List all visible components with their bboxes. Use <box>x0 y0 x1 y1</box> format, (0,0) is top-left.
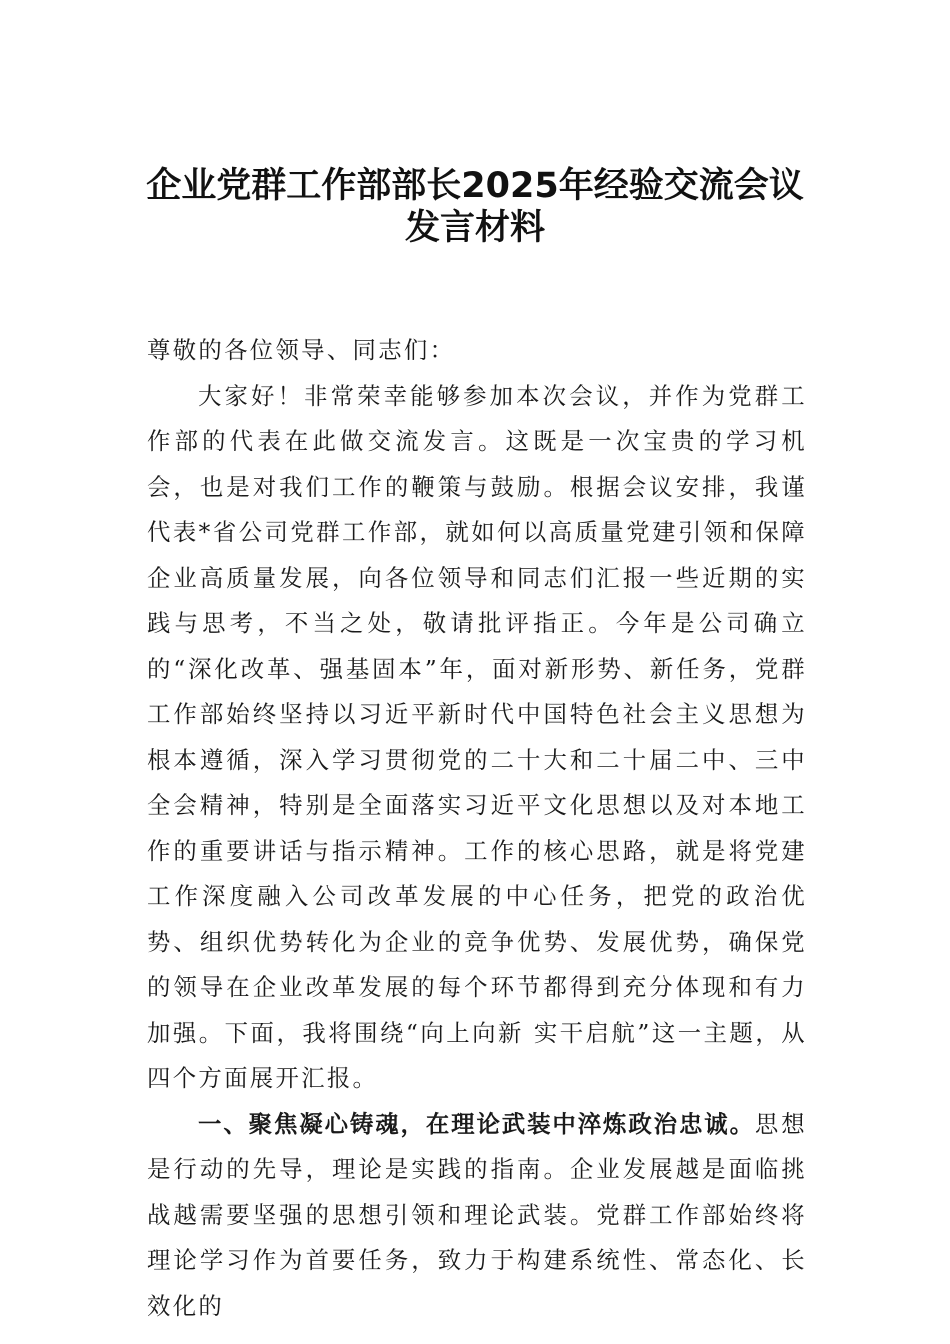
salutation: 尊敬的各位领导、同志们： <box>147 336 456 364</box>
section-1-heading: 一、聚焦凝心铸魂，在理论武装中淬炼政治忠诚。 <box>198 1109 755 1138</box>
document-title-line-1: 企业党群工作部部长2025年经验交流会议 <box>146 166 804 206</box>
section-1-text: 思想是行动的先导，理论是实践的指南。企业发展越是面临挑战越需要坚强的思想引领和理论武装。党群工作部始终将理论学习作为首要任务，致力于构建系统性、常态化、长效化的 <box>147 1109 807 1320</box>
document-title-line-2: 发言材料 <box>404 208 545 248</box>
document-body <box>147 328 807 1329</box>
intro-paragraph: 大家好！非常荣幸能够参加本次会议，并作为党群工作部的代表在此做交流发言。这既是一次宝贵的学习机会，也是对我们工作的鞭策与鼓励。根据会议安排，我谨代表*省公司党群工作部，就如何以高质量党建引领和保障企业高质量发展，向各位领导和同志们汇报一些近期的实践与思考，不当之处，敬请批评指正。今年是公司确立的“深化改革、强基固本”年，面对新形势、新任务，党群工作部始终坚持以习近平新时代中国特色社会主义思想为根本遵循，深入学习贯彻党的二十大和二十届二中、三中全会精神，特别是全面落实习近平文化思想以及对本地工作的重要讲话与指示精神。工作的核心思路，就是将党建工作深度融入公司改革发展的中心任务，把党的政治优势、组织优势转化为企业的竞争优势、发展优势，确保党的领导在企业改革发展的每个环节都得到充分体现和有力加强。下面，我将围绕“向上向新 实干启航”这一主题，从四个方面展开汇报。 <box>147 381 807 1092</box>
section-1-paragraph <box>147 1102 807 1330</box>
